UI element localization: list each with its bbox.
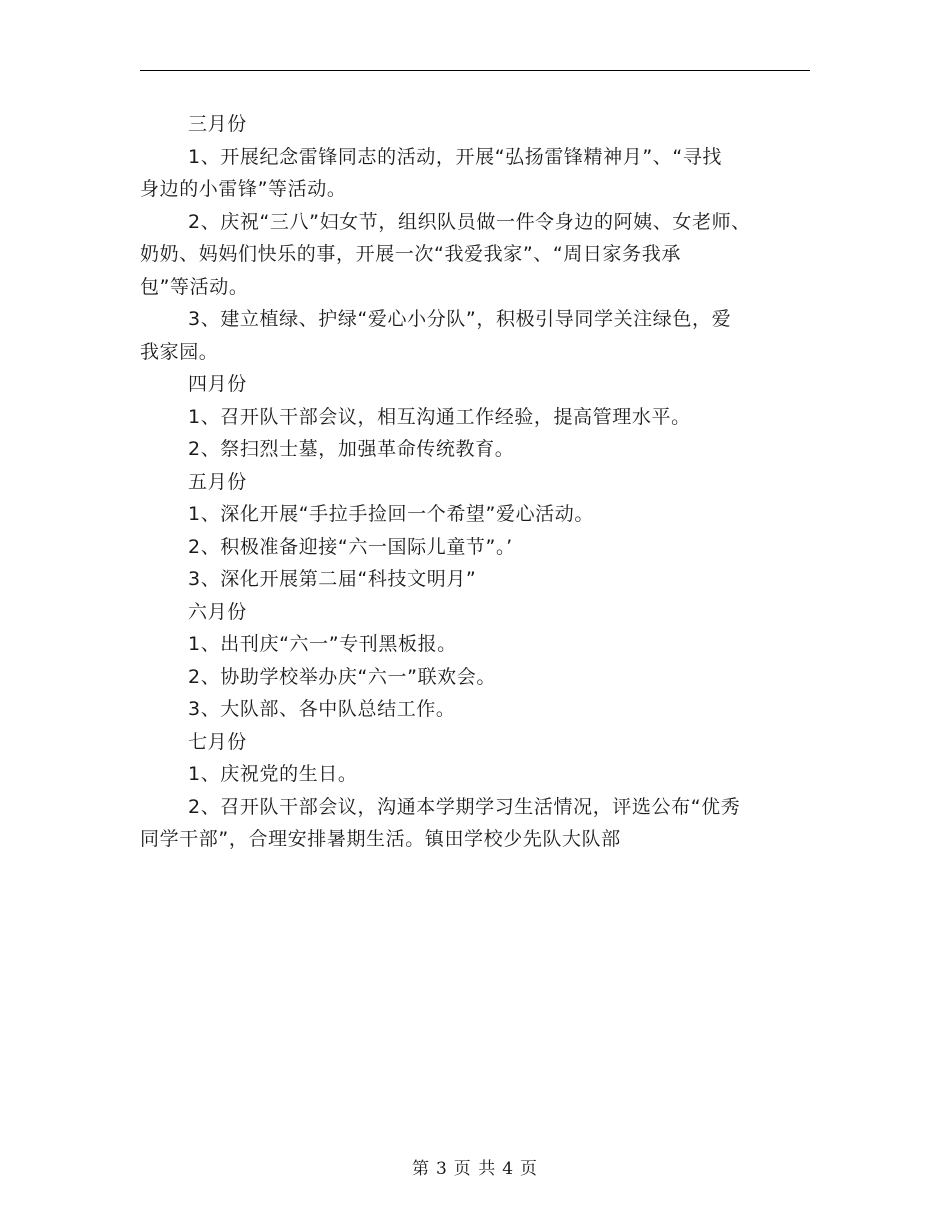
- paragraph-line: 2、召开队干部会议，沟通本学期学习生活情况，评选公布“优秀: [188, 795, 741, 818]
- paragraph-line: 三月份: [188, 113, 247, 135]
- paragraph-line: 五月份: [188, 470, 247, 493]
- paragraph-line: 2、祭扫烈士墓，加强革命传统教育。: [188, 438, 515, 460]
- paragraph-line: 1、深化开展“手拉手捡回一个希望”爱心活动。: [188, 503, 594, 525]
- paragraph-line: 3、建立植绿、护绿“爱心小分队”，积极引导同学关注绿色，爱: [188, 308, 732, 330]
- page-number-footer: [0, 1154, 950, 1179]
- paragraph-line: 包”等活动。: [140, 275, 249, 298]
- paragraph-line: 身边的小雷锋”等活动。: [140, 178, 347, 200]
- paragraph-line: 我家园。: [140, 340, 219, 363]
- paragraph-line: 2、积极准备迎接“六一国际儿童节”。’: [188, 535, 513, 558]
- current-page-number: 3: [435, 1159, 448, 1179]
- paragraph-line: 1、庆祝党的生日。: [188, 763, 358, 785]
- paragraph-line: 3、大队部、各中队总结工作。: [188, 698, 456, 720]
- paragraph-line: 六月份: [188, 600, 247, 623]
- paragraph-line: 奶奶、妈妈们快乐的事，开展一次“我爱我家”、“周日家务我承: [140, 243, 681, 265]
- paragraph-line: 3、深化开展第二届“科技文明月”: [188, 568, 477, 590]
- paragraph-line: 七月份: [188, 730, 247, 753]
- paragraph-line: 1、召开队干部会议，相互沟通工作经验，提高管理水平。: [188, 405, 691, 428]
- total-pages-number: 4: [502, 1159, 515, 1179]
- header-rule: [140, 70, 810, 71]
- paragraph-line: 2、协助学校举办庆“六一”联欢会。: [188, 665, 496, 688]
- document-body: [140, 108, 812, 856]
- paragraph-line: 2、庆祝“三八”妇女节，组织队员做一件令身边的阿姨、女老师、: [188, 210, 751, 233]
- paragraph-line: 同学干部”，合理安排暑期生活。镇田学校少先队大队部: [140, 828, 621, 850]
- paragraph-line: 四月份: [188, 373, 247, 395]
- footer-middle: 页 共: [453, 1159, 497, 1179]
- paragraph-line: 1、开展纪念雷锋同志的活动，开展“弘扬雷锋精神月”、“寻找: [188, 145, 723, 168]
- footer-prefix: 第: [411, 1159, 430, 1179]
- paragraph-line: 1、出刊庆“六一”专刊黑板报。: [188, 633, 457, 655]
- footer-suffix: 页: [520, 1159, 539, 1179]
